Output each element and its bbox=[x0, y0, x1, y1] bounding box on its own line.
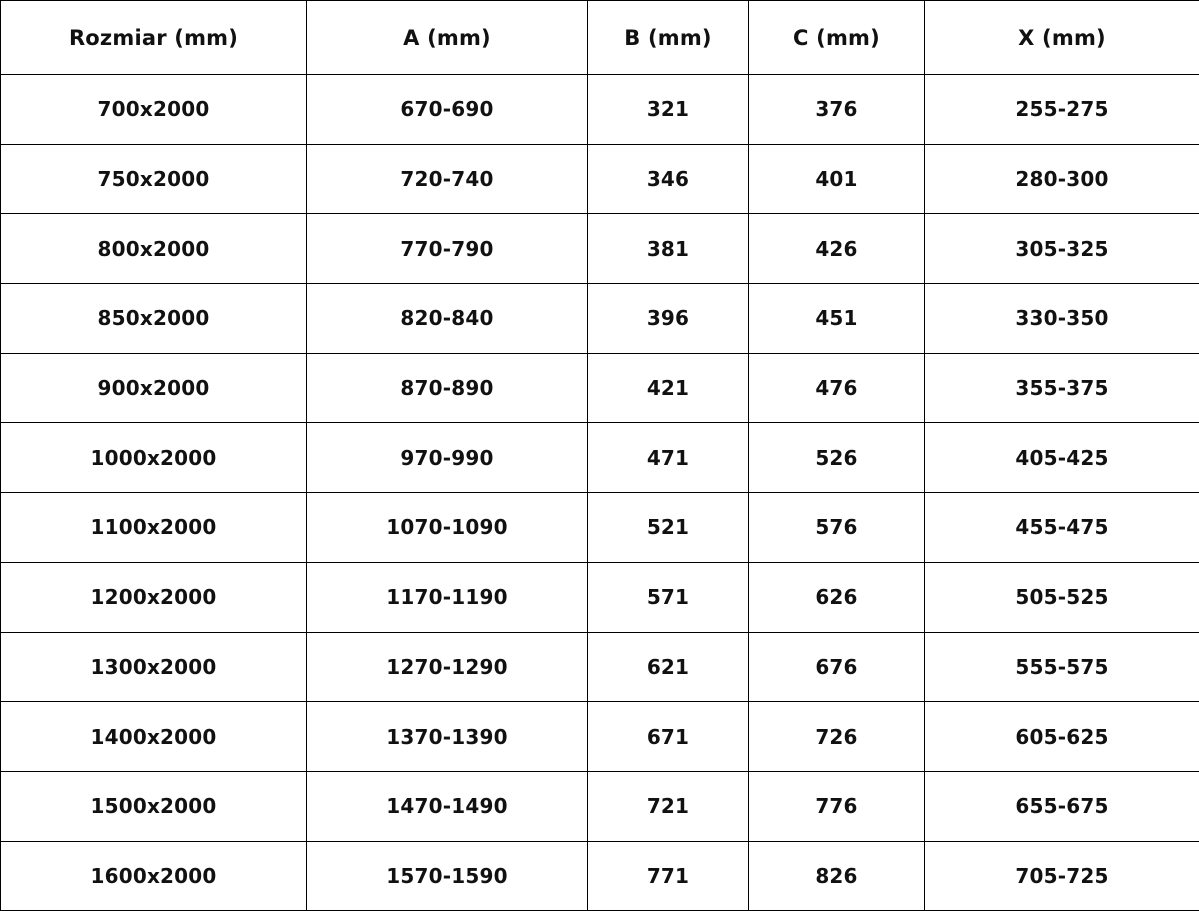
cell-size: 700x2000 bbox=[1, 75, 307, 145]
cell-a: 670-690 bbox=[307, 75, 588, 145]
cell-size: 850x2000 bbox=[1, 284, 307, 354]
cell-a: 820-840 bbox=[307, 284, 588, 354]
cell-b: 621 bbox=[588, 632, 749, 702]
cell-a: 1570-1590 bbox=[307, 841, 588, 911]
table-row bbox=[1, 702, 1199, 772]
cell-size: 1100x2000 bbox=[1, 493, 307, 563]
cell-b: 321 bbox=[588, 75, 749, 145]
cell-b: 521 bbox=[588, 493, 749, 563]
cell-b: 671 bbox=[588, 702, 749, 772]
cell-a: 720-740 bbox=[307, 144, 588, 214]
cell-size: 1500x2000 bbox=[1, 771, 307, 841]
cell-b: 721 bbox=[588, 771, 749, 841]
cell-x: 255-275 bbox=[925, 75, 1199, 145]
table-row bbox=[1, 284, 1199, 354]
cell-x: 605-625 bbox=[925, 702, 1199, 772]
cell-x: 330-350 bbox=[925, 284, 1199, 354]
table-row bbox=[1, 841, 1199, 911]
cell-b: 471 bbox=[588, 423, 749, 493]
cell-size: 900x2000 bbox=[1, 353, 307, 423]
cell-a: 870-890 bbox=[307, 353, 588, 423]
cell-a: 1370-1390 bbox=[307, 702, 588, 772]
cell-c: 376 bbox=[749, 75, 925, 145]
table-header bbox=[1, 1, 1199, 75]
cell-x: 505-525 bbox=[925, 562, 1199, 632]
table-row bbox=[1, 214, 1199, 284]
cell-a: 970-990 bbox=[307, 423, 588, 493]
column-header-a: A (mm) bbox=[307, 1, 588, 75]
table-row bbox=[1, 493, 1199, 563]
cell-c: 451 bbox=[749, 284, 925, 354]
cell-c: 476 bbox=[749, 353, 925, 423]
table-row bbox=[1, 632, 1199, 702]
cell-x: 655-675 bbox=[925, 771, 1199, 841]
cell-x: 705-725 bbox=[925, 841, 1199, 911]
cell-size: 750x2000 bbox=[1, 144, 307, 214]
cell-size: 1400x2000 bbox=[1, 702, 307, 772]
cell-x: 455-475 bbox=[925, 493, 1199, 563]
column-header-b: B (mm) bbox=[588, 1, 749, 75]
cell-size: 1200x2000 bbox=[1, 562, 307, 632]
cell-x: 305-325 bbox=[925, 214, 1199, 284]
column-header-rozmiar: Rozmiar (mm) bbox=[1, 1, 307, 75]
column-header-c: C (mm) bbox=[749, 1, 925, 75]
cell-c: 526 bbox=[749, 423, 925, 493]
cell-a: 1270-1290 bbox=[307, 632, 588, 702]
cell-c: 626 bbox=[749, 562, 925, 632]
cell-x: 355-375 bbox=[925, 353, 1199, 423]
table-row bbox=[1, 771, 1199, 841]
table-row bbox=[1, 144, 1199, 214]
cell-b: 381 bbox=[588, 214, 749, 284]
cell-x: 280-300 bbox=[925, 144, 1199, 214]
table-row bbox=[1, 423, 1199, 493]
cell-c: 726 bbox=[749, 702, 925, 772]
cell-a: 1070-1090 bbox=[307, 493, 588, 563]
table-body bbox=[1, 75, 1199, 911]
table-row bbox=[1, 75, 1199, 145]
cell-a: 1470-1490 bbox=[307, 771, 588, 841]
cell-c: 576 bbox=[749, 493, 925, 563]
cell-b: 571 bbox=[588, 562, 749, 632]
table-row bbox=[1, 353, 1199, 423]
cell-size: 1000x2000 bbox=[1, 423, 307, 493]
cell-b: 421 bbox=[588, 353, 749, 423]
cell-b: 346 bbox=[588, 144, 749, 214]
cell-b: 396 bbox=[588, 284, 749, 354]
cell-c: 426 bbox=[749, 214, 925, 284]
column-header-x: X (mm) bbox=[925, 1, 1199, 75]
cell-a: 1170-1190 bbox=[307, 562, 588, 632]
cell-size: 1300x2000 bbox=[1, 632, 307, 702]
cell-b: 771 bbox=[588, 841, 749, 911]
cell-size: 1600x2000 bbox=[1, 841, 307, 911]
cell-c: 401 bbox=[749, 144, 925, 214]
table-row bbox=[1, 562, 1199, 632]
cell-x: 555-575 bbox=[925, 632, 1199, 702]
cell-c: 776 bbox=[749, 771, 925, 841]
cell-a: 770-790 bbox=[307, 214, 588, 284]
table-header-row bbox=[1, 1, 1199, 75]
cell-c: 676 bbox=[749, 632, 925, 702]
cell-x: 405-425 bbox=[925, 423, 1199, 493]
cell-c: 826 bbox=[749, 841, 925, 911]
cell-size: 800x2000 bbox=[1, 214, 307, 284]
